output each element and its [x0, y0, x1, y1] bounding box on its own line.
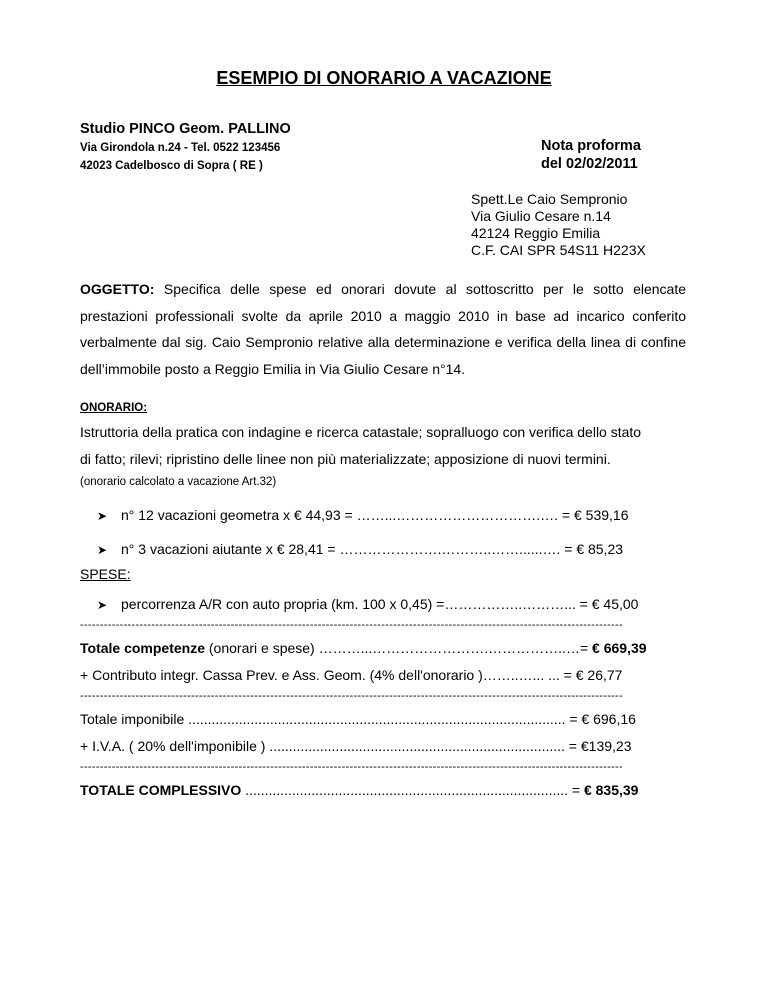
iva-row: + I.V.A. ( 20% dell'imponibile ) ............................................................................ = €139,23 — [80, 738, 632, 754]
separator-line: ----------------------------------------------------------------------------------------------------------------------------------------- — [80, 619, 623, 631]
list-item — [97, 541, 623, 557]
onorario-description-line2: di fatto; rilevi; ripristino delle linee non più materializzate; apposizione di nuovi termini. — [80, 451, 611, 467]
separator-line: ----------------------------------------------------------------------------------------------------------------------------------------- — [80, 690, 623, 702]
recipient-tax-code: C.F. CAI SPR 54S11 H223X — [471, 242, 646, 258]
studio-address: Via Girondola n.24 - Tel. 0522 123456 — [80, 142, 281, 154]
totale-complessivo-row — [80, 782, 638, 798]
nota-proforma-label: Nota proforma — [541, 138, 641, 154]
totale-competenze-label: Totale competenze — [80, 640, 205, 656]
totale-complessivo-value: € 835,39 — [583, 782, 639, 798]
oggetto-paragraph — [80, 276, 686, 382]
oggetto-text: Specifica delle spese ed onorari dovute al sottoscritto per le sotto elencate prestazioni professionali svolte da aprile 2010 a maggio 2010 in base ad incarico conferito verbalmente dal sig. Caio Sempronio relative alla determinazione e verifica della linea di confine dell’immobile posto a Reggio Emilia in Via Giulio Cesare n°14. — [80, 281, 687, 377]
onorario-note: (onorario calcolato a vacazione Art.32) — [80, 476, 277, 488]
totale-complessivo-label: TOTALE COMPLESSIVO — [80, 782, 242, 798]
spese-label: SPESE: — [80, 566, 131, 582]
totale-complessivo-dots: ................................................................................... = — [241, 782, 584, 798]
onorario-label: ONORARIO: — [80, 402, 148, 414]
separator-line: ----------------------------------------------------------------------------------------------------------------------------------------- — [80, 761, 623, 773]
totale-competenze-value: € 669,39 — [588, 640, 647, 656]
recipient-city: 42124 Reggio Emilia — [471, 225, 601, 241]
onorario-item-aiutante: n° 3 vacazioni aiutante x € 28,41 = ………………….………..……......…. = € 85,23 — [121, 541, 624, 557]
recipient-street: Via Giulio Cesare n.14 — [471, 208, 611, 224]
studio-city: 42023 Cadelbosco di Sopra ( RE ) — [80, 160, 263, 172]
list-item — [97, 507, 628, 523]
totale-imponibile-row: Totale imponibile ................................................................................................. = € 696,16 — [80, 711, 636, 727]
oggetto-label: OGGETTO: — [80, 281, 155, 297]
page-title: ESEMPIO DI ONORARIO A VACAZIONE — [216, 68, 552, 88]
onorario-description-line1: Istruttoria della pratica con indagine e ricerca catastale; sopralluogo con verifica dello stato — [80, 424, 642, 440]
recipient-name: Spett.Le Caio Sempronio — [471, 191, 628, 207]
totale-competenze-dots: (onorari e spese) ………...…………………….……………..…= — [205, 640, 589, 656]
nota-proforma-date: del 02/02/2011 — [541, 156, 638, 172]
list-item — [97, 596, 638, 612]
spese-item-percorrenza: percorrenza A/R con auto propria (km. 100 x 0,45) =……………..………... = € 45,00 — [121, 596, 639, 612]
onorario-item-geometra: n° 12 vacazioni geometra x € 44,93 = ……...………………………….…. = € 539,16 — [121, 507, 629, 523]
arrow-bullet-icon: ➤ — [97, 543, 108, 557]
totale-competenze-row — [80, 640, 647, 656]
arrow-bullet-icon: ➤ — [97, 509, 108, 523]
arrow-bullet-icon: ➤ — [97, 598, 108, 612]
studio-name: Studio PINCO Geom. PALLINO — [80, 121, 291, 137]
contributo-row: + Contributo integr. Cassa Prev. e Ass. Geom. (4% dell'onorario )……..…... ... = € 26,77 — [80, 667, 623, 683]
